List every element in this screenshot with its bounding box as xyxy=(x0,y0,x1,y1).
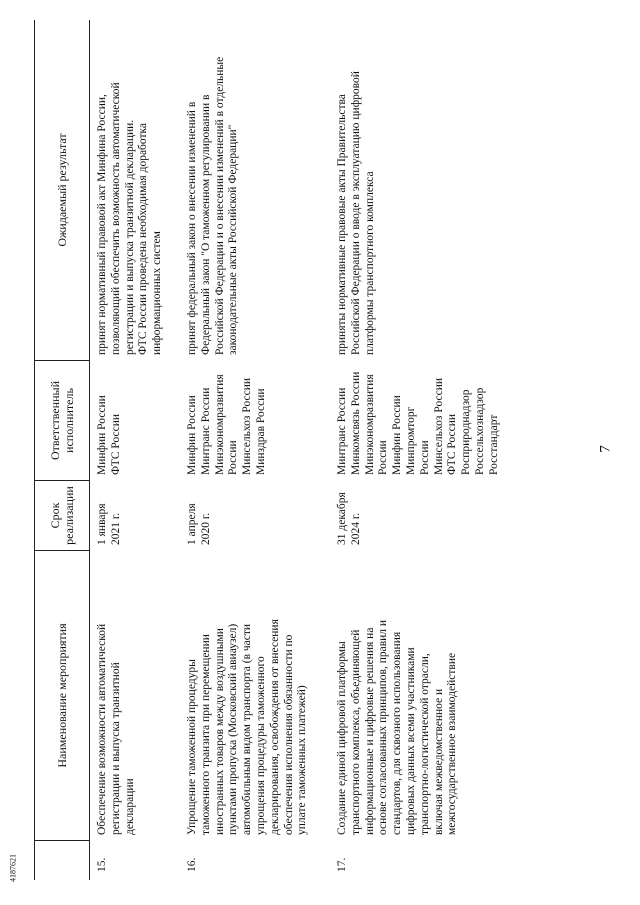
expected-result: приняты нормативные правовые акты Правительства Российской Федерации о вводе в эксплуатацию цифровой платформы транспортного комплекса xyxy=(336,71,376,355)
document-id: 4187621 xyxy=(8,854,18,882)
term: 1 января 2021 г. xyxy=(96,503,122,545)
row-number: 17. xyxy=(336,857,348,872)
responsible: Минтранс России Минкомсвязь России Минэкономразвития России Минфин России Минпромторг России Минсельхоз России ФТС России Росприроднадзор Россельхознадзор Росстандарт xyxy=(336,371,500,475)
term: 31 декабря 2024 г. xyxy=(336,492,362,545)
table-row xyxy=(90,20,180,880)
page-number: 7 xyxy=(597,445,614,453)
header-number xyxy=(35,840,89,880)
responsible: Минфин России ФТС России xyxy=(96,395,122,475)
expected-result: принят федеральный закон о внесении изменений в Федеральный закон "О таможенном регулировании в Российской Федерации и о внесении изменений в отдельные законодательные акты Российской Федерации" xyxy=(186,56,240,355)
header-expected-result: Ожидаемый результат xyxy=(55,133,69,247)
table-header xyxy=(34,20,90,880)
measure-name: Обеспечение возможности автоматической регистрации и выпуска транзитной декларации xyxy=(96,623,136,835)
responsible: Минфин России Минтранс России Минэкономразвития России Минсельхоз России Минздрав России xyxy=(186,374,267,475)
term: 1 апреля 2020 г. xyxy=(186,503,212,545)
header-term: Срок реализации xyxy=(35,480,89,550)
rotated-table-area xyxy=(34,20,584,880)
measure-name: Создание единой цифровой платформы транспортного комплекса, объединяющей информационные и цифровые решения на основе согласованных принципов, правил и стандартов, для сквозного использования цифровых данных всеми участниками транспортно-логистической отрасли, включая межведомственное и межгосударственное взаимодействие xyxy=(336,619,459,835)
row-number: 16. xyxy=(186,857,198,872)
measures-table xyxy=(34,20,584,880)
expected-result: принят нормативный правовой акт Минфина России, позволяющий обеспечить возможность автоматической регистрации и выпуска транзитной декларации. ФТС России проведена необходимая доработка информационных систем xyxy=(96,82,164,355)
header-measure-name: Наименование мероприятия xyxy=(35,550,89,840)
measure-name: Упрощение таможенной процедуры таможенного транзита при перемещении иностранных товаров между воздушными пунктами пропуска (Московский авиаузел) автомобильным видом транспорта (в части упрощения процедуры таможенного декларирования, освобождения от внесения обеспечения исполнения обязанности по уплате таможенных платежей) xyxy=(186,619,309,835)
row-number: 15. xyxy=(96,857,108,872)
table-row xyxy=(330,20,584,880)
header-responsible: Ответственный исполнитель xyxy=(35,360,89,480)
table-row xyxy=(180,20,330,880)
